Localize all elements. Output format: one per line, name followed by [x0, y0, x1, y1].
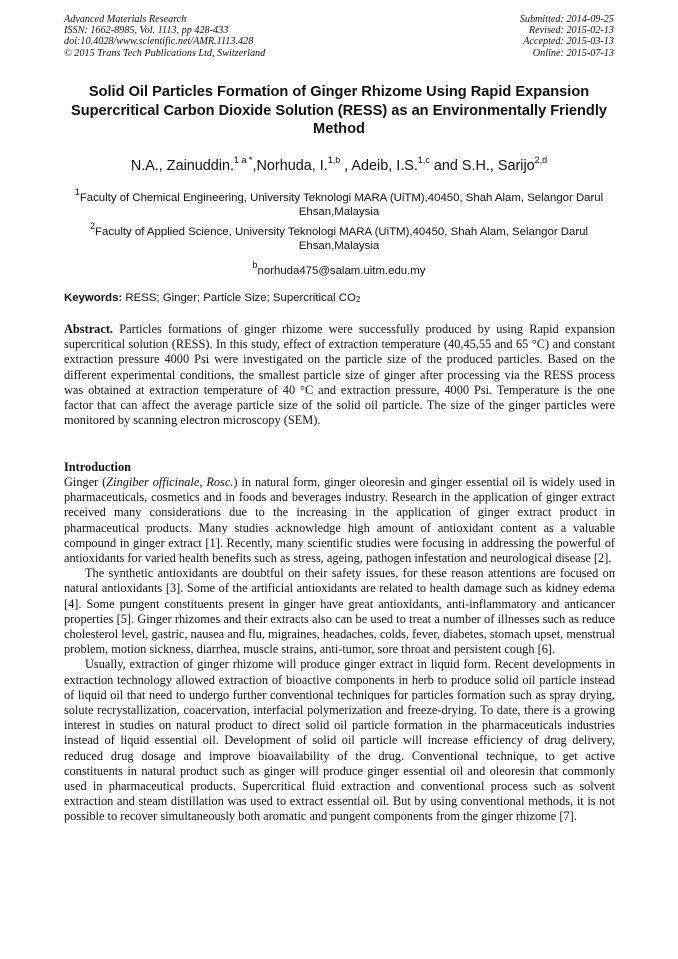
- species-name: Zingiber officinale, Rosc.: [106, 475, 234, 489]
- email-mark: b: [252, 260, 258, 270]
- intro-paragraph-1: [64, 475, 615, 566]
- intro-paragraph-3: Usually, extraction of ginger rhizome will produce ginger extract in liquid form. Recent developments in extraction technology allowed extraction of bioactive components in herb to produce solid oil particle instead of liquid oil that need to undergo further conventional techniques for particles formation such as spray drying, solute recrystallization, coacervation, interfacial polymerization and freeze-drying. To date, there is a growing interest in studies on natural product to direct solid oil particle formation in the pharmaceuticals industries instead of liquid essential oil. Development of solid oil particle will increase efficiency of drug delivery, reduced drug dosage and improve bioavailability of the drug. Conventional technique, to get active constituents in natural product such as ginger will produce ginger essential oil and oleoresin that commonly used in pharmaceutical products. Supercritical fluid extraction and conventional process such as solvent extraction and steam distillation was used to extract essential oil. But by using conventional methods, it is not possible to recover simultaneously both aromatic and pungent components from the ginger rhizome [7].: [64, 657, 615, 824]
- journal-info: [64, 14, 265, 59]
- publication-dates: [520, 14, 614, 59]
- affiliation-1: [60, 186, 618, 220]
- keywords-subscript: 2: [355, 295, 361, 304]
- paper-title: Solid Oil Particles Formation of Ginger Rhizome Using Rapid Expansion Supercritical Carbon Dioxide Solution (RESS) as an Environmentally Friendly Method: [70, 84, 608, 138]
- affiliations: [60, 186, 618, 254]
- keywords: [64, 291, 624, 306]
- intro-p1-start: Ginger (: [64, 475, 107, 489]
- revised-date: Revised: 2015-02-13: [528, 25, 614, 37]
- online-date: Online: 2015-07-13: [532, 47, 614, 59]
- author-3-affil: 1,c: [417, 155, 430, 165]
- affiliation-1-mark: 1: [74, 187, 80, 197]
- affiliation-2-text: Faculty of Applied Science, University Teknologi MARA (UiTM),40450, Shah Alam, Selangor Darul Ehsan,Malaysia: [95, 225, 588, 253]
- author-4: and S.H., Sarijo: [429, 157, 535, 174]
- accepted-date: Accepted: 2015-03-13: [523, 36, 614, 48]
- author-2-affil: 1,b: [327, 155, 341, 165]
- author-1-affil: 1 a *: [234, 155, 253, 165]
- abstract-text: Particles formations of ginger rhizome were successfully produced by using Rapid expansion supercritical solution (RESS). In this study, effect of extraction temperature (40,45,55 and 65 °C) and constant extraction pressure 4000 Psi were investigated on the particle size of the produced particles. Based on the different experimental conditions, the smallest particle size of ginger after processing via the RESS process was obtained at extraction temperature of 40 °C and extraction pressure, 4000 Psi. Temperature is the one factor that can affect the average particle size of the solid oil particle. The size of the ginger particles were monitored by scanning electron microscopy (SEM).: [64, 322, 615, 428]
- corresponding-email: [60, 259, 618, 278]
- keywords-label: Keywords:: [64, 292, 123, 304]
- author-list: [40, 152, 638, 175]
- doi-line: doi:10.4028/www.scientific.net/AMR.1113.428: [64, 36, 254, 48]
- issn-line: ISSN: 1662-8985, Vol. 1113, pp 428-433: [64, 25, 229, 37]
- author-4-affil: 2,d: [534, 155, 548, 165]
- journal-name: Advanced Materials Research: [64, 14, 187, 25]
- submitted-date: Submitted: 2014-09-25: [519, 14, 614, 25]
- introduction-body: [64, 475, 615, 825]
- author-1: N.A., Zainuddin.: [130, 157, 234, 174]
- affiliation-2: [60, 220, 618, 254]
- author-3: , Adeib, I.S.: [340, 157, 418, 174]
- introduction-heading: Introduction: [64, 460, 131, 474]
- affiliation-1-text: Faculty of Chemical Engineering, University Teknologi MARA (UiTM),40450, Shah Alam, Selangor Darul Ehsan,Malaysia: [79, 191, 604, 219]
- intro-p1-rest: ) in natural form, ginger oleoresin and ginger essential oil is widely used in pharmaceuticals, cosmetics and in foods and beverages industry. Research in the application of ginger extract received many considerations due to the increasing in the application of ginger extract product in pharmaceutical products. Many studies acknowledge high amount of antioxidant content as a valuable compound in ginger extract [1]. Recently, many scientific studies were focusing in addressing the powerful of antioxidants for varied health benefits such as stress, ageing, pathogen infestation and neurological disease [2].: [64, 475, 615, 566]
- copyright-line: © 2015 Trans Tech Publications Ltd, Switzerland: [64, 47, 266, 59]
- affiliation-2-mark: 2: [90, 220, 96, 231]
- abstract: [64, 322, 615, 428]
- author-2: ,Norhuda, I.: [252, 157, 328, 174]
- abstract-label: Abstract.: [64, 322, 114, 336]
- intro-paragraph-2: The synthetic antioxidants are doubtful on their safety issues, for these reason attentions are focused on natural antioxidants [3]. Some of the artificial antioxidants are related to health damage such as kidney edema [4]. Some pungent constituents present in ginger have great antioxidants, anti-inflammatory and anticancer properties [5]. Ginger rhizomes and their extracts also can be used to treat a number of illnesses such as reduce cholesterol level, gastric, nausea and flu, migraines, headaches, colds, fever, diabetes, stomach upset, menstrual problem, motion sickness, diarrhea, muscle strains, anti-tumor, sore throat and persistent cough [6].: [64, 566, 615, 657]
- email-address: norhuda475@salam.uitm.edu.my: [257, 264, 426, 277]
- keywords-text: RESS; Ginger; Particle Size; Supercritical CO: [122, 292, 356, 304]
